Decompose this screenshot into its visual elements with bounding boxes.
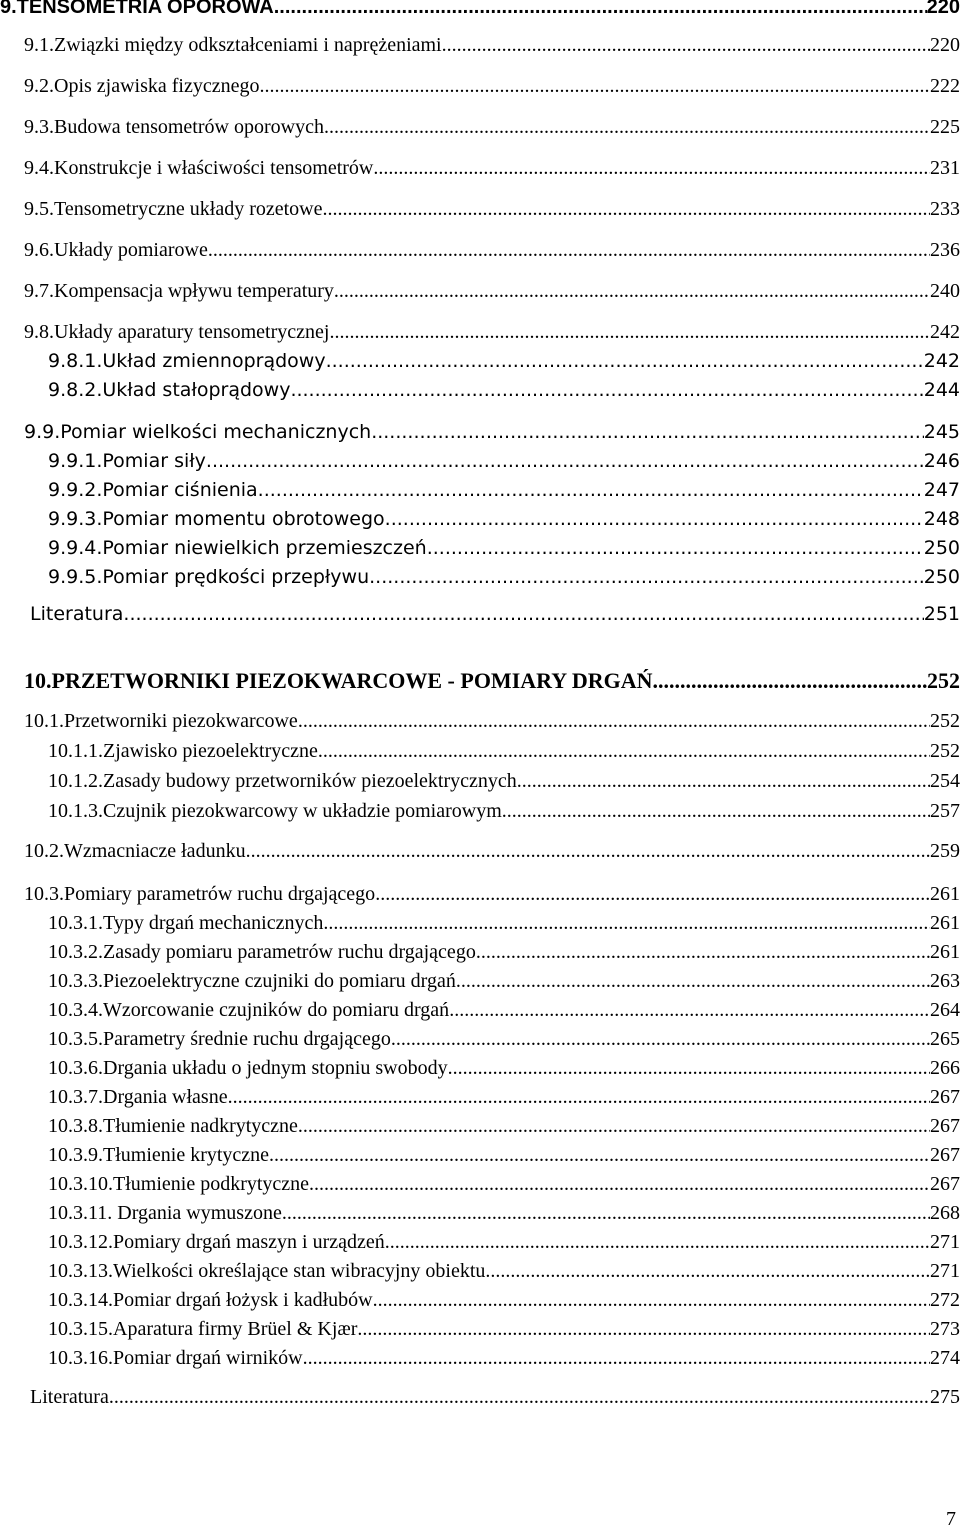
toc-entry-title: 10.3.1.Typy drgań mechanicznych <box>48 912 324 934</box>
toc-entry-title: 10.3.14.Pomiar drgań łożysk i kadłubów <box>48 1289 373 1311</box>
toc-entry-page: 271 <box>930 1231 960 1253</box>
dot-leader <box>274 1144 930 1167</box>
page-number: 7 <box>946 1508 956 1530</box>
dot-leader <box>282 1202 930 1225</box>
toc-entry[interactable] <box>48 1231 960 1254</box>
toc-entry-page: 250 <box>923 566 960 588</box>
toc-entry-title: 9.9.Pomiar wielkości mechanicznych <box>24 421 372 443</box>
toc-entry[interactable] <box>48 999 960 1022</box>
toc-entry[interactable] <box>48 1289 960 1312</box>
toc-entry-page: 252 <box>930 740 960 762</box>
dot-leader <box>448 1057 930 1080</box>
toc-entry[interactable] <box>24 75 960 98</box>
dot-leader <box>318 740 930 763</box>
toc-entry[interactable] <box>24 840 960 863</box>
toc-entry[interactable] <box>48 1260 960 1283</box>
toc-entry-title: 10.3.10.Tłumienie podkrytyczne <box>48 1173 310 1195</box>
toc-entry[interactable] <box>48 1115 960 1138</box>
toc-entry[interactable] <box>48 941 960 964</box>
dot-leader <box>427 537 924 559</box>
dot-leader <box>298 710 930 733</box>
toc-entry-title: 10.3.4.Wzorcowanie czujników do pomiaru drgań <box>48 999 450 1021</box>
toc-entry[interactable] <box>24 239 960 262</box>
toc-entry-page: 247 <box>923 479 960 501</box>
dot-leader <box>485 1260 930 1283</box>
dot-leader <box>326 350 924 372</box>
toc-entry[interactable] <box>24 34 960 57</box>
dot-leader <box>208 239 930 262</box>
toc-entry-title: 10.1.1.Zjawisko piezoelektryczne <box>48 740 318 762</box>
dot-leader <box>357 1318 930 1341</box>
toc-entry[interactable] <box>48 1173 960 1196</box>
toc-entry-page: 250 <box>923 537 960 559</box>
toc-entry-title: 10.3.9.Tłumienie krytyczne. <box>48 1144 275 1166</box>
dot-leader <box>303 1347 930 1370</box>
dot-leader <box>228 1086 930 1109</box>
dot-leader <box>502 800 930 823</box>
toc-entry-page: 242 <box>923 350 960 372</box>
dot-leader <box>309 1173 930 1196</box>
toc-entry-title: 10.1.2.Zasady budowy przetworników piezoelektrycznych <box>48 770 517 792</box>
toc-entry-title: 10.1.Przetworniki piezokwarcowe <box>24 710 298 732</box>
dot-leader <box>375 883 930 906</box>
dot-leader <box>449 999 930 1022</box>
dot-leader <box>298 1115 930 1138</box>
toc-entry[interactable] <box>48 508 960 530</box>
toc-entry-page: 265 <box>930 1028 960 1050</box>
toc-entry-title: 10.3.15.Aparatura firmy Brüel & Kjær <box>48 1318 358 1340</box>
toc-entry[interactable] <box>24 157 960 180</box>
dot-leader <box>373 157 930 180</box>
dot-leader <box>259 75 930 98</box>
toc-entry[interactable] <box>48 479 960 501</box>
toc-entry-title: 9.8.2.Układ stałoprądowy <box>48 379 291 401</box>
toc-entry-title: 10.3.13.Wielkości określające stan wibracyjny obiektu <box>48 1260 486 1282</box>
toc-entry-page: 261 <box>930 883 960 905</box>
dot-leader <box>109 1386 930 1409</box>
toc-entry-page: 263 <box>930 970 960 992</box>
toc-entry-page: 261 <box>930 912 960 934</box>
toc-entry[interactable] <box>24 280 960 303</box>
toc-entry-title: 9.2.Opis zjawiska fizycznego <box>24 75 260 97</box>
toc-entry[interactable] <box>48 1318 960 1341</box>
toc-entry[interactable] <box>48 1086 960 1109</box>
dot-leader <box>323 198 931 221</box>
dot-leader <box>274 0 927 19</box>
toc-entry[interactable] <box>48 970 960 993</box>
toc-entry-title: 10.3.2.Zasady pomiaru parametrów ruchu drgającego <box>48 941 476 963</box>
toc-entry-page: 267 <box>930 1173 960 1195</box>
toc-entry-title: 9.5.Tensometryczne układy rozetowe <box>24 198 323 220</box>
toc-entry-page: 222 <box>930 75 960 97</box>
toc-entry-title: 9.6.Układy pomiarowe <box>24 239 208 261</box>
dot-leader <box>123 603 923 625</box>
toc-entry[interactable] <box>48 1347 960 1370</box>
toc-entry-page: 251 <box>923 603 960 625</box>
toc-entry-title: 10.3.6.Drgania układu o jednym stopniu swobody <box>48 1057 448 1079</box>
toc-entry[interactable] <box>30 1386 960 1409</box>
toc-entry-page: 233 <box>930 198 960 220</box>
dot-leader <box>206 450 924 472</box>
toc-entry-title: 9.8.1.Układ zmiennoprądowy <box>48 350 326 372</box>
toc-entry-title: 10.3.11. Drgania wymuszone <box>48 1202 282 1224</box>
toc-entry-page: 236 <box>930 239 960 261</box>
dot-leader <box>456 970 930 993</box>
toc-entry-page: 273 <box>930 1318 960 1340</box>
dot-leader <box>391 1028 930 1051</box>
toc-entry-title: Literatura <box>30 603 124 625</box>
dot-leader <box>246 840 930 863</box>
toc-entry-title: 10.3.3.Piezoelektryczne czujniki do pomiaru drgań <box>48 970 456 992</box>
toc-entry[interactable] <box>48 912 960 935</box>
toc-entry[interactable] <box>30 603 960 625</box>
toc-entry-title: 9.9.1.Pomiar siły <box>48 450 206 472</box>
dot-leader <box>290 379 923 401</box>
toc-entry-page: 267 <box>930 1115 960 1137</box>
toc-entry-page: 259 <box>930 840 960 862</box>
dot-leader <box>334 280 930 303</box>
toc-entry-title: 10.3.8.Tłumienie nadkrytyczne <box>48 1115 298 1137</box>
dot-leader <box>371 421 924 443</box>
toc-entry-page: 220 <box>930 34 960 56</box>
toc-entry-page: 220 <box>926 0 960 18</box>
toc-entry-title: 9.9.4.Pomiar niewielkich przemieszczeń <box>48 537 427 559</box>
toc-entry[interactable] <box>48 450 960 472</box>
toc-entry[interactable] <box>48 1202 960 1225</box>
toc-entry-page: 264 <box>930 999 960 1021</box>
dot-leader <box>373 1289 930 1312</box>
toc-entry-page: 252 <box>930 710 960 732</box>
toc-entry-title: 9.4.Konstrukcje i właściwości tensometrów <box>24 157 374 179</box>
toc-entry-title: 9.8.Układy aparatury tensometrycznej <box>24 321 330 343</box>
toc-entry[interactable] <box>24 883 960 906</box>
toc-entry-page: 267 <box>930 1144 960 1166</box>
toc-entry[interactable] <box>24 421 960 443</box>
toc-entry-title: 9.7.Kompensacja wpływu temperatury <box>24 280 334 302</box>
toc-entry-title: 10.3.Pomiary parametrów ruchu drgającego <box>24 883 376 905</box>
toc-entry-title: 10.1.3.Czujnik piezokwarcowy w układzie pomiarowym <box>48 800 502 822</box>
toc-entry-title: 9.9.5.Pomiar prędkości przepływu <box>48 566 370 588</box>
dot-leader <box>329 321 930 344</box>
toc-entry[interactable] <box>48 350 960 372</box>
dot-leader <box>385 1231 930 1254</box>
dot-leader <box>385 508 924 530</box>
toc-entry-title: 10.3.16.Pomiar drgań wirników <box>48 1347 303 1369</box>
toc-entry-page: 275 <box>930 1386 960 1408</box>
toc-entry-page: 261 <box>930 941 960 963</box>
dot-leader <box>324 116 930 139</box>
dot-leader <box>369 566 924 588</box>
toc-entry-page: 248 <box>923 508 960 530</box>
toc-entry-title: 9.9.2.Pomiar ciśnienia <box>48 479 258 501</box>
toc-entry-title: 9.9.3.Pomiar momentu obrotowego <box>48 508 385 530</box>
toc-entry[interactable] <box>48 1028 960 1051</box>
toc-entry-title: 10.3.5.Parametry średnie ruchu drgającego <box>48 1028 391 1050</box>
toc-entry[interactable] <box>0 0 960 19</box>
toc-entry-page: 244 <box>923 379 960 401</box>
toc-entry-title: Literatura <box>30 1386 109 1408</box>
toc-entry[interactable] <box>48 800 960 823</box>
toc-entry-page: 231 <box>930 157 960 179</box>
toc-entry-page: 272 <box>930 1289 960 1311</box>
toc-entry[interactable] <box>48 770 960 793</box>
toc-entry-title: 10.3.7.Drgania własne <box>48 1086 228 1108</box>
dot-leader <box>476 941 930 964</box>
toc-entry-title: 9.1.Związki między odkształceniami i naprężeniami <box>24 34 442 56</box>
toc-entry-page: 268 <box>930 1202 960 1224</box>
toc-entry-title: 10.2.Wzmacniacze ładunku <box>24 840 246 862</box>
toc-entry-page: 257 <box>930 800 960 822</box>
toc-entry-page: 271 <box>930 1260 960 1282</box>
toc-entry-page: 252 <box>927 668 960 693</box>
toc-entry[interactable] <box>48 537 960 559</box>
toc-entry[interactable] <box>24 710 960 733</box>
toc-entry-page: 245 <box>923 421 960 443</box>
toc-entry[interactable] <box>24 198 960 221</box>
toc-entry[interactable] <box>48 566 960 588</box>
toc-entry[interactable] <box>48 1144 960 1167</box>
toc-entry-page: 266 <box>930 1057 960 1079</box>
dot-leader <box>517 770 930 793</box>
toc-entry[interactable] <box>24 116 960 139</box>
toc-entry-title: 10.3.12.Pomiary drgań maszyn i urządzeń <box>48 1231 385 1253</box>
dot-leader <box>653 668 928 694</box>
dot-leader <box>323 912 930 935</box>
toc-entry-title: 9.TENSOMETRIA OPOROWA <box>0 0 274 18</box>
toc-entry[interactable] <box>48 740 960 763</box>
toc-entry[interactable] <box>24 668 960 694</box>
toc-entry-page: 254 <box>930 770 960 792</box>
toc-entry-page: 267 <box>930 1086 960 1108</box>
toc-entry[interactable] <box>48 1057 960 1080</box>
toc-entry-page: 240 <box>930 280 960 302</box>
dot-leader <box>442 34 930 57</box>
toc-entry-page: 274 <box>930 1347 960 1369</box>
dot-leader <box>258 479 924 501</box>
toc-entry-page: 225 <box>930 116 960 138</box>
toc-entry[interactable] <box>24 321 960 344</box>
toc-entry[interactable] <box>48 379 960 401</box>
toc-entry-title: 10.PRZETWORNIKI PIEZOKWARCOWE - POMIARY DRGAŃ <box>24 668 653 693</box>
toc-entry-page: 246 <box>923 450 960 472</box>
toc-entry-page: 242 <box>930 321 960 343</box>
toc-entry-title: 9.3.Budowa tensometrów oporowych <box>24 116 324 138</box>
